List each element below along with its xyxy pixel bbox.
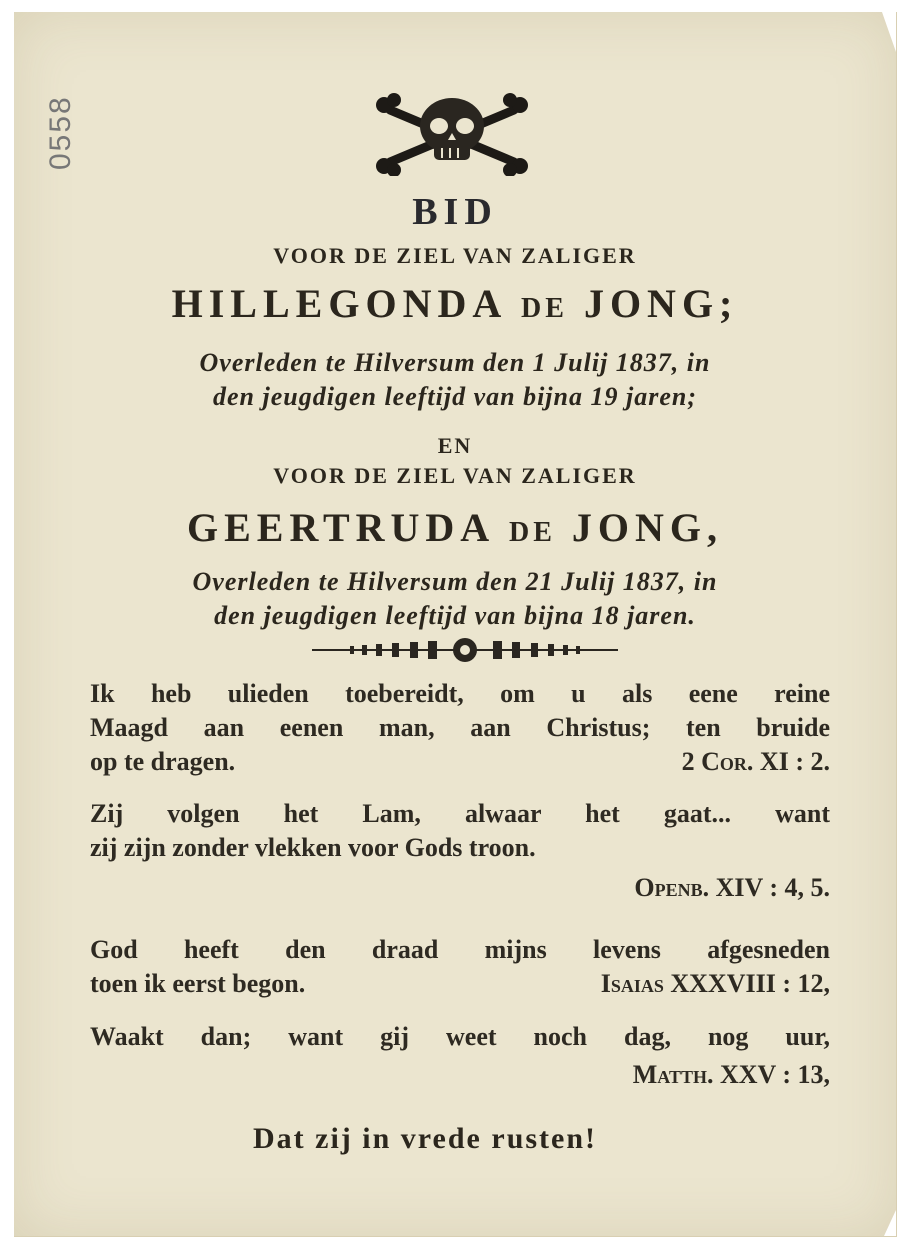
verse-line: toen ik eerst begon.: [90, 969, 306, 998]
given-name: HILLEGONDA: [171, 281, 506, 326]
death-details: [14, 346, 896, 414]
verse-reference: 2 Cor. XI : 2.: [681, 747, 830, 776]
age-line: den jeugdigen leeftijd van bijna 19 jaren;: [213, 382, 697, 411]
closing-prayer: Dat zij in vrede rusten!: [252, 1122, 598, 1155]
scripture-verse: [90, 797, 830, 905]
skull-crossbones-icon: [372, 90, 532, 176]
name-particle: DE: [521, 293, 568, 324]
prayer-card: [14, 12, 897, 1237]
verse-reference: Matth. XXV : 13,: [632, 1060, 830, 1089]
dedication-intro: VOOR DE ZIEL VAN ZALIGER: [273, 463, 637, 488]
deceased-name: [14, 280, 896, 327]
archive-number: 0558: [44, 95, 77, 170]
verse-line: Waakt dan; want gij weet noch dag, nog uur,: [90, 1022, 830, 1051]
surname: JONG;: [583, 281, 739, 326]
death-line: Overleden te Hilversum den 1 Julij 1837, in: [199, 348, 711, 377]
heading: BID: [412, 191, 498, 233]
verse-line: God heeft den draad mijns levens afgesneden: [90, 935, 830, 964]
age-line: den jeugdigen leeftijd van bijna 18 jaren.: [214, 601, 696, 630]
surname: JONG,: [571, 505, 723, 550]
torn-corner: [882, 12, 896, 52]
ornamental-divider: [310, 635, 620, 665]
scripture-verse: [90, 1020, 830, 1092]
death-line: Overleden te Hilversum den 21 Julij 1837, in: [192, 567, 718, 596]
verse-line: op te dragen.: [90, 747, 236, 776]
scripture-verse: [90, 933, 830, 1001]
verse-line: zij zijn zonder vlekken voor Gods troon.: [90, 833, 536, 862]
conjunction: EN: [437, 433, 473, 458]
verse-line: Zij volgen het Lam, alwaar het gaat... want: [90, 799, 830, 828]
torn-corner: [884, 1210, 896, 1236]
dedication-intro: VOOR DE ZIEL VAN ZALIGER: [273, 243, 637, 268]
name-particle: DE: [508, 517, 556, 548]
deceased-name: [14, 504, 896, 551]
verse-reference: Openb. XIV : 4, 5.: [634, 873, 830, 902]
death-details: [14, 565, 896, 633]
verse-line: Ik heb ulieden toebereidt, om u als eene reine: [90, 679, 830, 708]
scripture-verse: [90, 677, 830, 779]
given-name: GEERTRUDA: [186, 505, 493, 550]
verse-line: Maagd aan eenen man, aan Christus; ten bruide: [90, 713, 830, 742]
verse-reference: Isaias XXXVIII : 12,: [600, 969, 830, 998]
